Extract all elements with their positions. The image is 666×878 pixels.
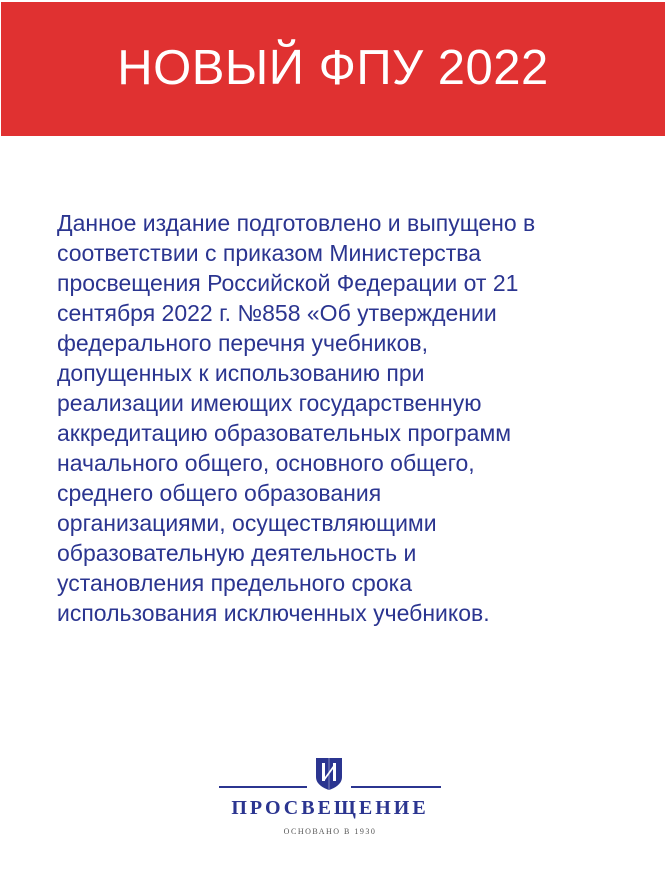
notice-line: реализации имеющих государственную [57, 390, 482, 416]
logo-rule-right [351, 786, 441, 788]
notice-line: среднего общего образования [57, 480, 382, 506]
publisher-name: ПРОСВЕЩЕНИЕ [231, 797, 429, 819]
notice-line: использования исключенных учебников. [57, 600, 490, 626]
logo-rule-left [219, 786, 307, 788]
page-title: НОВЫЙ ФПУ 2022 [117, 40, 549, 95]
notice-line: просвещения Российской Федерации от 21 [57, 270, 519, 296]
notice-line: организациями, осуществляющими [57, 510, 437, 536]
notice-text [57, 208, 637, 628]
publisher-emblem-icon [315, 757, 343, 791]
publisher-tagline: ОСНОВАНО В 1930 [283, 827, 377, 836]
publisher-logo [219, 757, 441, 845]
notice-line: сентября 2022 г. №858 «Об утверждении [57, 300, 497, 326]
notice-line: соответствии с приказом Министерства [57, 240, 482, 266]
notice-line: установления предельного срока [57, 570, 412, 596]
notice-line: образовательную деятельность и [57, 540, 417, 566]
header-banner [1, 2, 665, 136]
notice-line: Данное издание подготовлено и выпущено в [57, 210, 536, 236]
notice-line: начального общего, основного общего, [57, 450, 475, 476]
notice-line: допущенных к использованию при [57, 360, 425, 386]
notice-line: аккредитацию образовательных программ [57, 420, 512, 446]
notice-line: федерального перечня учебников, [57, 330, 429, 356]
